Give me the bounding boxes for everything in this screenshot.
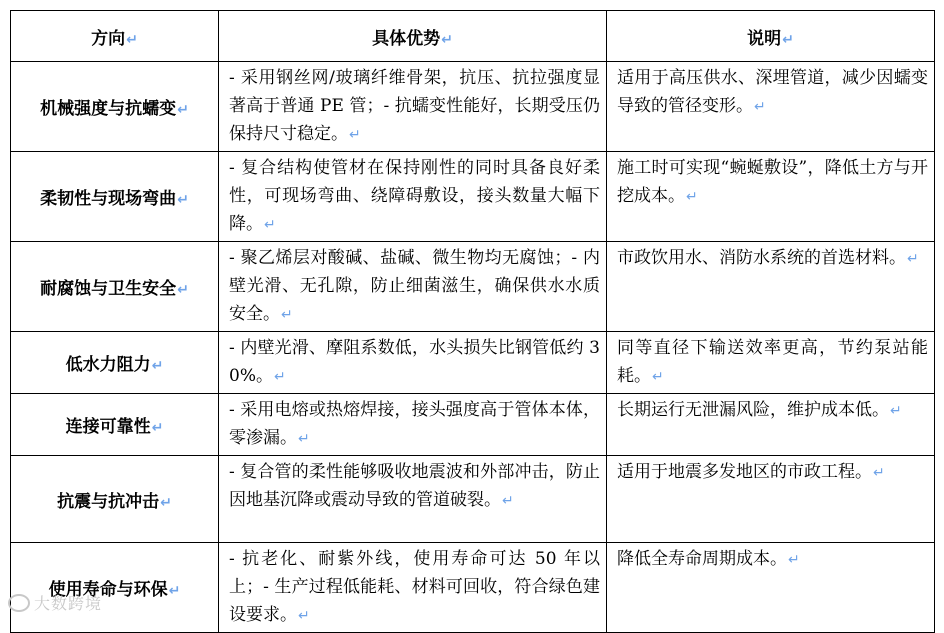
table-row	[11, 242, 935, 332]
paragraph-mark-icon: ↵	[298, 431, 310, 447]
watermark-logo-icon	[8, 594, 30, 612]
paragraph-mark-icon: ↵	[273, 369, 286, 385]
paragraph-mark-icon: ↵	[349, 127, 361, 143]
direction-cell: 柔韧性与现场弯曲↵	[11, 152, 219, 242]
paragraph-mark-icon: ↵	[160, 494, 172, 511]
advantage-cell: - 内壁光滑、摩阻系数低，水头损失比钢管低约 30%。↵	[219, 332, 607, 394]
paragraph-mark-icon: ↵	[441, 31, 453, 48]
advantage-cell: - 复合结构使管材在保持刚性的同时具备良好柔性，可现场弯曲、绕障碍敷设，接头数量大幅下降。↵	[219, 152, 607, 242]
header-direction: 方向↵	[11, 11, 219, 62]
paragraph-mark-icon: ↵	[788, 552, 800, 568]
note-cell: 适用于高压供水、深埋管道，减少因蠕变导致的管径变形。↵	[607, 62, 935, 152]
paragraph-mark-icon: ↵	[281, 307, 293, 323]
header-note: 说明↵	[607, 11, 935, 62]
direction-cell: 连接可靠性↵	[11, 394, 219, 456]
paragraph-mark-icon: ↵	[754, 99, 766, 115]
paragraph-mark-icon: ↵	[177, 102, 189, 118]
note-cell: 适用于地震多发地区的市政工程。↵	[607, 456, 935, 543]
paragraph-mark-icon: ↵	[782, 31, 794, 48]
paragraph-mark-icon: ↵	[264, 217, 276, 233]
advantage-table	[10, 10, 935, 633]
advantage-cell: - 复合管的柔性能够吸收地震波和外部冲击，防止因地基沉降或震动导致的管道破裂。↵	[219, 456, 607, 543]
advantage-cell: - 采用钢丝网/玻璃纤维骨架，抗压、抗拉强度显著高于普通 PE 管；- 抗蠕变性能好，长期受压仍保持尺寸稳定。↵	[219, 62, 607, 152]
advantage-cell: - 聚乙烯层对酸碱、盐碱、微生物均无腐蚀；- 内壁光滑、无孔隙，防止细菌滋生，确保供水水质安全。↵	[219, 242, 607, 332]
note-cell: 同等直径下输送效率更高，节约泵站能耗。↵	[607, 332, 935, 394]
header-advantage: 具体优势↵	[219, 11, 607, 62]
table-row	[11, 394, 935, 456]
table-header-row	[11, 11, 935, 62]
table-row	[11, 456, 935, 543]
paragraph-mark-icon: ↵	[652, 369, 664, 385]
table-row	[11, 543, 935, 633]
note-cell: 长期运行无泄漏风险，维护成本低。↵	[607, 394, 935, 456]
paragraph-mark-icon: ↵	[873, 465, 885, 481]
advantage-cell: - 采用电熔或热熔焊接，接头强度高于管体本体，零渗漏。↵	[219, 394, 607, 456]
paragraph-mark-icon: ↵	[298, 608, 310, 624]
paragraph-mark-icon: ↵	[890, 403, 902, 419]
advantage-cell: - 抗老化、耐紫外线，使用寿命可达 50 年以上；- 生产过程低能耗、材料可回收，符合绿色建设要求。↵	[219, 543, 607, 633]
paragraph-mark-icon: ↵	[177, 282, 189, 298]
note-cell: 施工时可实现“蜿蜒敷设”，降低土方与开挖成本。↵	[607, 152, 935, 242]
table-row	[11, 152, 935, 242]
paragraph-mark-icon: ↵	[151, 358, 164, 374]
paragraph-mark-icon: ↵	[686, 189, 698, 205]
direction-cell: 使用寿命与环保↵	[11, 543, 219, 633]
paragraph-mark-icon: ↵	[177, 192, 189, 208]
watermark	[8, 591, 102, 614]
paragraph-mark-icon: ↵	[502, 493, 514, 509]
paragraph-mark-icon: ↵	[168, 583, 181, 599]
paragraph-mark-icon: ↵	[126, 31, 138, 48]
direction-cell: 耐腐蚀与卫生安全↵	[11, 242, 219, 332]
paragraph-mark-icon: ↵	[151, 420, 164, 436]
table-row	[11, 62, 935, 152]
table-row	[11, 332, 935, 394]
direction-cell: 低水力阻力↵	[11, 332, 219, 394]
direction-cell: 抗震与抗冲击↵	[11, 456, 219, 543]
note-cell: 市政饮用水、消防水系统的首选材料。↵	[607, 242, 935, 332]
watermark-text: 大数跨境	[34, 594, 103, 613]
note-cell: 降低全寿命周期成本。↵	[607, 543, 935, 633]
direction-cell: 机械强度与抗蠕变↵	[11, 62, 219, 152]
paragraph-mark-icon: ↵	[907, 251, 919, 267]
